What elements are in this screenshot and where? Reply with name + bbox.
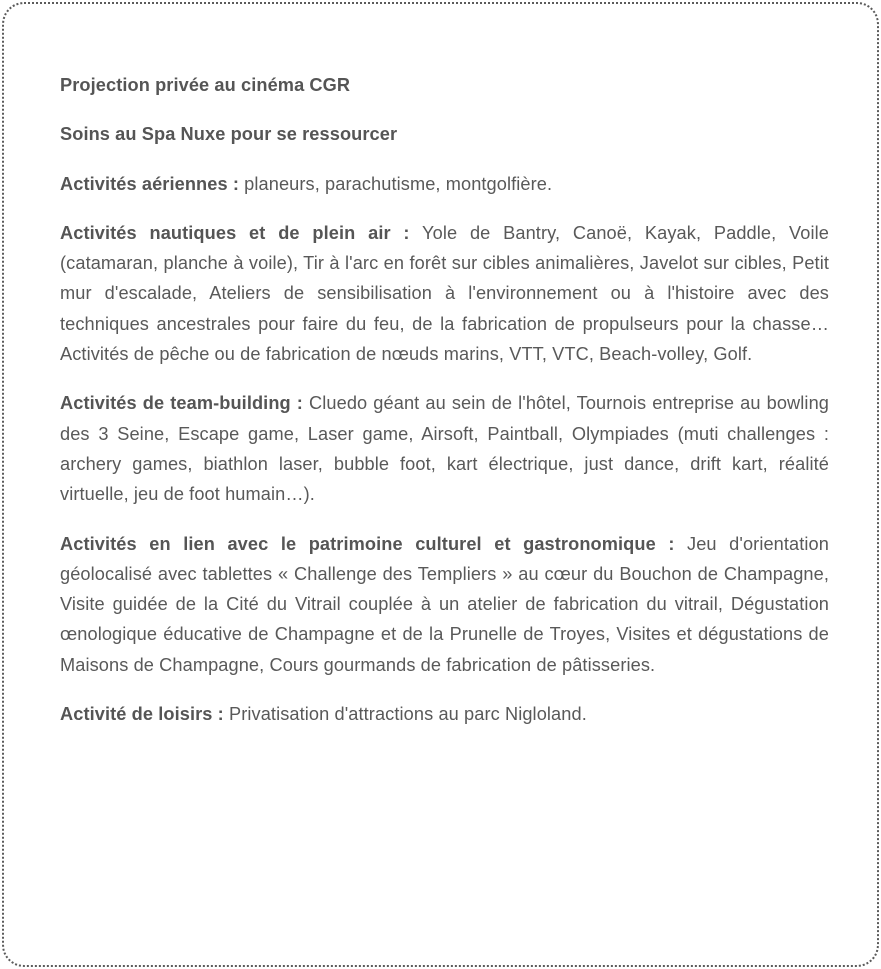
- activity-description: Jeu d'orientation géolocalisé avec tablettes « Challenge des Templiers » au cœur du Bouchon de Champagne, Visite guidée de la Cité du Vitrail couplée à un atelier de fabrication du vitrail, Dégustation œnologique éducative de Champagne et de la Prunelle de Troyes, Visites et dégustations de Maisons de Champagne, Cours gourmands de fabrication de pâtisseries.: [60, 533, 829, 675]
- activity-title: Activités nautiques et de plein air :: [60, 222, 410, 243]
- activity-item-nautical: [60, 218, 829, 369]
- activity-title: Activités aériennes :: [60, 173, 240, 194]
- activity-title: Projection privée au cinéma CGR: [60, 75, 351, 95]
- activity-item-heritage: [60, 529, 829, 680]
- activity-description: Cluedo géant au sein de l'hôtel, Tournois entreprise au bowling des 3 Seine, Escape game, Laser game, Airsoft, Paintball, Olympiades (muti challenges : archery games, biathlon laser, bubble foot, kart électrique, just dance, drift kart, réalité virtuelle, jeu de foot humain…).: [60, 393, 830, 505]
- activity-description: planeurs, parachutisme, montgolfière.: [239, 173, 553, 194]
- activity-description: Yole de Bantry, Canoë, Kayak, Paddle, Voile (catamaran, planche à voile), Tir à l'arc en forêt sur cibles animalières, Javelot sur cibles, Petit mur d'escalade, Ateliers de sensibilisation à l'environnement ou à l'histoire avec des techniques ancestrales pour faire du feu, de la fabrication de propulseurs pour la chasse… Activités de pêche ou de fabrication de nœuds marins, VTT, VTC, Beach-volley, Golf.: [60, 222, 829, 365]
- activity-item-team-building: [60, 388, 829, 509]
- activity-title: Activité de loisirs :: [60, 704, 224, 725]
- activity-item-spa: [60, 119, 829, 149]
- activity-item-leisure: [60, 699, 829, 729]
- activity-title: Activités en lien avec le patrimoine culturel et gastronomique :: [60, 533, 675, 554]
- activity-title: Soins au Spa Nuxe pour se ressourcer: [60, 124, 398, 145]
- activity-item-cinema: [60, 70, 829, 100]
- activity-item-aerial: [60, 169, 829, 199]
- activity-title: Activités de team-building :: [60, 393, 303, 414]
- activities-list: [60, 70, 829, 748]
- activities-card: [2, 2, 879, 967]
- activity-description: Privatisation d'attractions au parc Nigloland.: [223, 704, 587, 725]
